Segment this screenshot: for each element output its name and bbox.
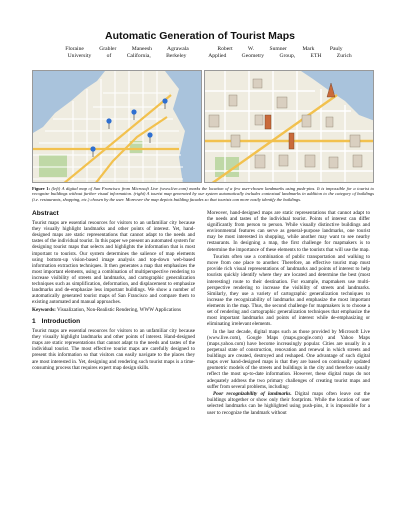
intro-paragraph-2: Moreover, hand-designed maps are static representations that cannot adapt to the needs and tastes of the individual tourist. Points of interest can differ significantly from person to person. While visually distinctive buildings and environmental features can serve as general-purpose landmarks, one tourist may be most interested in shopping, while another may want to see nearby restaurants. In designing a map, the first challenge for mapmakers is to determine the importance of these elements to the tourists that will use the map. [207, 210, 370, 253]
abstract-heading: Abstract [32, 210, 59, 217]
keywords-text: Visualization, Non-Realistic Rendering, WWW Applications [56, 306, 181, 313]
column-left [32, 210, 195, 372]
column-right [207, 210, 370, 417]
author-affiliation: Applied Geometry Group, ETH Zurich [208, 53, 352, 59]
paper-title: Automatic Generation of Tourist Maps [105, 30, 295, 42]
intro-paragraph-3: Tourists often use a combination of public transportation and walking to move from one place to another. Therefore, an effective tourist map must provide rich visual representations of landmarks and points of interest to help tourists quickly identify where they are located and determine the best (most interesting) route to their destination. For example, mapmakers use multi-perspective rendering to increase the visibility of streets and landmarks. Similarly, they use a variety of cartographic generalization techniques to increase the recognizability of landmarks and emphasize the most important elements in the map. Thus, the second challenge for mapmakers is to choose a set of rendering and cartographic generalization techniques that emphasize the most important landmarks and points of interest while de-emphasizing or eliminating irrelevant elements. [207, 254, 370, 328]
abstract-text: Tourist maps are essential resources for visitors to an unfamiliar city because they visually highlight landmarks and other points of interest. Yet, hand-designed maps are static representations that cannot adapt to the needs and tastes of the individual tourist. In this paper we present an automated system for designing tourist maps that selects and highlights the information that is most important to tourists. Our system determines the salience of map elements using bottom-up vision-based image analysis and top-down web-based information extraction techniques. It then generates a map that emphasizes the most important elements, using a combination of multiperspective rendering to increase visibility of streets and landmarks, and cartographic generalization techniques such as simplification, deformation, and displacement to emphasize landmarks and de-emphasize less important buildings. We show a number of automatically generated tourist maps of San Francisco and compare them to existing automated and manual approaches. [32, 220, 195, 306]
intro-paragraph-5-text: Digital maps often leave out the buildings altogether or show only their footprints. While the location of user selected landmarks can be highlighted using push-pins, it is impossible for a user to recognize the landmark without [207, 391, 370, 416]
intro-paragraph-1: Tourist maps are essential resources for visitors to an unfamiliar city because they visually highlight landmarks and other points of interest. Hand-designed maps are static representations that cannot adapt to the needs and tastes of the individual tourist. The most effective tourist maps are carefully designed to present this information so that visitors can easily navigate to the places they are most interested in. Yet, designing and rendering such tourist maps is a time-consuming process that requires expert map design skills. [32, 328, 195, 371]
section-title: Introduction [41, 318, 81, 325]
paragraph-run-in-heading: Poor recognizability of landmarks. [213, 391, 292, 398]
author-block-left [52, 46, 202, 60]
figure-map-tourist [204, 70, 374, 183]
introduction-heading [32, 319, 195, 325]
intro-paragraph-4: In the last decade, digital maps such as those provided by Microsoft Live (www.live.com), Google Maps (maps.google.com) and Yahoo Maps (maps.yahoo.com) have become increasingly popular. Cities are usually in a perpetual state of construction, renovation and renewal in which streets and buildings are created, destroyed and reshaped. One advantage of such digital maps over hand-designed maps is that they are based on continually updated geometric models of the streets and buildings in the city and therefore usually reflect the most up-to-date information. However, these digital maps do not adequately address the two primary challenges of creating tourist maps and suffer from several problems, including: [207, 328, 370, 390]
keywords [32, 307, 195, 313]
author-name: Maneesh Agrawala [131, 46, 189, 52]
figure-map-digital [32, 70, 202, 183]
figure-caption [32, 186, 374, 202]
figure-caption-text: (left) A digital map of San Francisco from Microsoft Live (www.live.com) marks the location of a few user-chosen landmarks using push-pins. It is impossible for a tourist to recognize buildings without further visual information. (right) A tourist map generated by our system automatically includes contextual landmarks in addition to the category of buildings (i.e. restaurants, shopping, etc.) chosen by the user. Moreover the map depicts building facades so that tourists can more easily identify the buildings. [32, 186, 375, 202]
author-affiliation: University of California, Berkeley [67, 53, 187, 59]
section-number: 1 [32, 318, 36, 325]
keywords-label: Keywords: [32, 306, 56, 313]
figure-caption-label: Figure 1: [32, 186, 50, 191]
author-name: Floraine Grabler [65, 46, 117, 52]
author-name: Mark Pauly [302, 46, 343, 52]
intro-paragraph-5 [207, 391, 370, 415]
author-name: Robert W. Sumner [217, 46, 287, 52]
author-block-right [205, 46, 355, 60]
digital-map-image [33, 71, 202, 183]
tourist-map-image [205, 71, 374, 183]
